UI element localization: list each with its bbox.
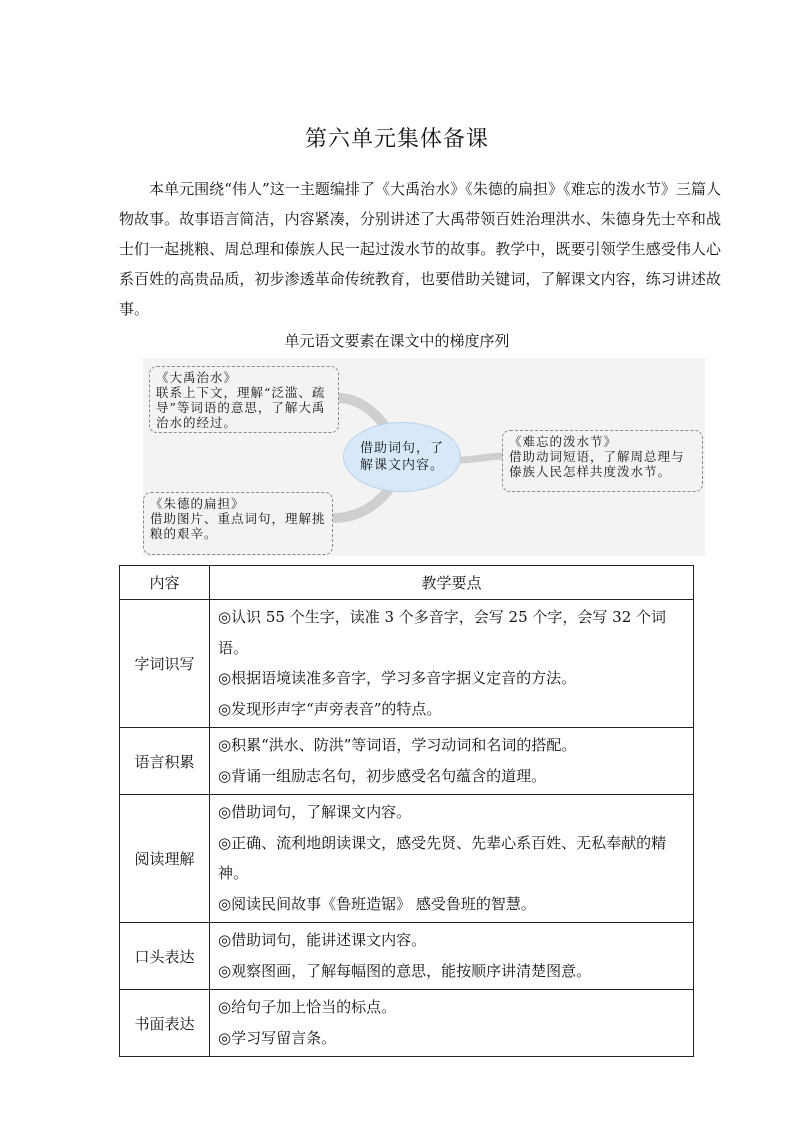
page-title: 第六单元集体备课: [304, 127, 489, 152]
lesson-title: 《大禹治水》: [156, 370, 238, 385]
point-item: ◎阅读民间故事《鲁班造锯》 感受鲁班的智慧。: [218, 894, 536, 913]
table-row: [120, 795, 694, 923]
point-item: ◎积累“洪水、防洪”等词语，学习动词和名词的搭配。: [218, 736, 577, 754]
central-goal: 借助词句，了解课文内容。: [343, 422, 461, 492]
branch-right: [459, 456, 503, 460]
lesson-text: 联系上下文，理解“泛滥、疏导”等词语的意思，了解大禹治水的经过。: [156, 385, 326, 430]
lesson-text: 借助图片、重点词句，理解挑粮的艰辛。: [150, 511, 326, 541]
mind-map: [143, 358, 705, 556]
point-item: ◎观察图画，了解每幅图的意思，能按顺序讲清楚图意。: [218, 961, 592, 980]
point-item: ◎借助词句，能讲述课文内容。: [218, 931, 427, 949]
table-row: [120, 990, 694, 1057]
point-item: ◎根据语境读准多音字，学习多音字据义定音的方法。: [218, 669, 577, 687]
row-category: 字词识写: [120, 600, 210, 728]
lesson-box-poshuijie: [502, 430, 703, 492]
lesson-title: 《难忘的泼水节》: [509, 434, 618, 449]
row-points: [210, 923, 694, 990]
row-points: [210, 728, 694, 795]
teaching-points-table: [119, 565, 694, 1057]
point-item: ◎给句子加上恰当的标点。: [218, 998, 397, 1016]
column-header-content: 内容: [120, 566, 210, 600]
table-row: [120, 600, 694, 728]
row-category: 口头表达: [120, 923, 210, 990]
row-category: 阅读理解: [120, 795, 210, 923]
row-category: 语言积累: [120, 728, 210, 795]
intro-paragraph: 本单元围绕“伟人”这一主题编排了《大禹治水》《朱德的扁担》《难忘的泼水节》三篇人物故事。故事语言简洁，内容紧凑，分别讲述了大禹带领百姓治理洪水、朱德身先士卒和战士们一起挑粮、周总理和傣族人民一起过泼水节的故事。教学中，既要引领学生感受伟人心系百姓的高贵品质，初步渗透革命传统教育，也要借助关键词，了解课文内容，练习讲述故事。: [119, 180, 721, 318]
row-points: [210, 600, 694, 728]
point-item: ◎发现形声字“声旁表音”的特点。: [218, 699, 442, 718]
point-item: ◎正确、流利地朗读课文，感受先贤、先辈心系百姓、无私奉献的精神。: [218, 833, 667, 882]
point-item: ◎认识 55 个生字，读准 3 个多音字，会写 25 个字，会写 32 个词语。: [218, 608, 667, 657]
lesson-box-dayu: [149, 366, 339, 433]
row-category: 书面表达: [120, 990, 210, 1057]
column-header-points: 教学要点: [210, 566, 694, 600]
point-item: ◎借助词句，了解课文内容。: [218, 803, 412, 821]
point-item: ◎背诵一组励志名句，初步感受名句蕴含的道理。: [218, 766, 547, 785]
lesson-text: 借助动词短语，了解周总理与傣族人民怎样共度泼水节。: [509, 449, 685, 479]
point-item: ◎学习写留言条。: [218, 1028, 337, 1047]
table-header-row: [120, 566, 694, 600]
lesson-box-zhude: [143, 492, 333, 555]
table-row: [120, 728, 694, 795]
diagram-title: 单元语文要素在课文中的梯度序列: [284, 332, 510, 350]
lesson-title: 《朱德的扁担》: [150, 496, 245, 511]
row-points: [210, 795, 694, 923]
table-row: [120, 923, 694, 990]
row-points: [210, 990, 694, 1057]
